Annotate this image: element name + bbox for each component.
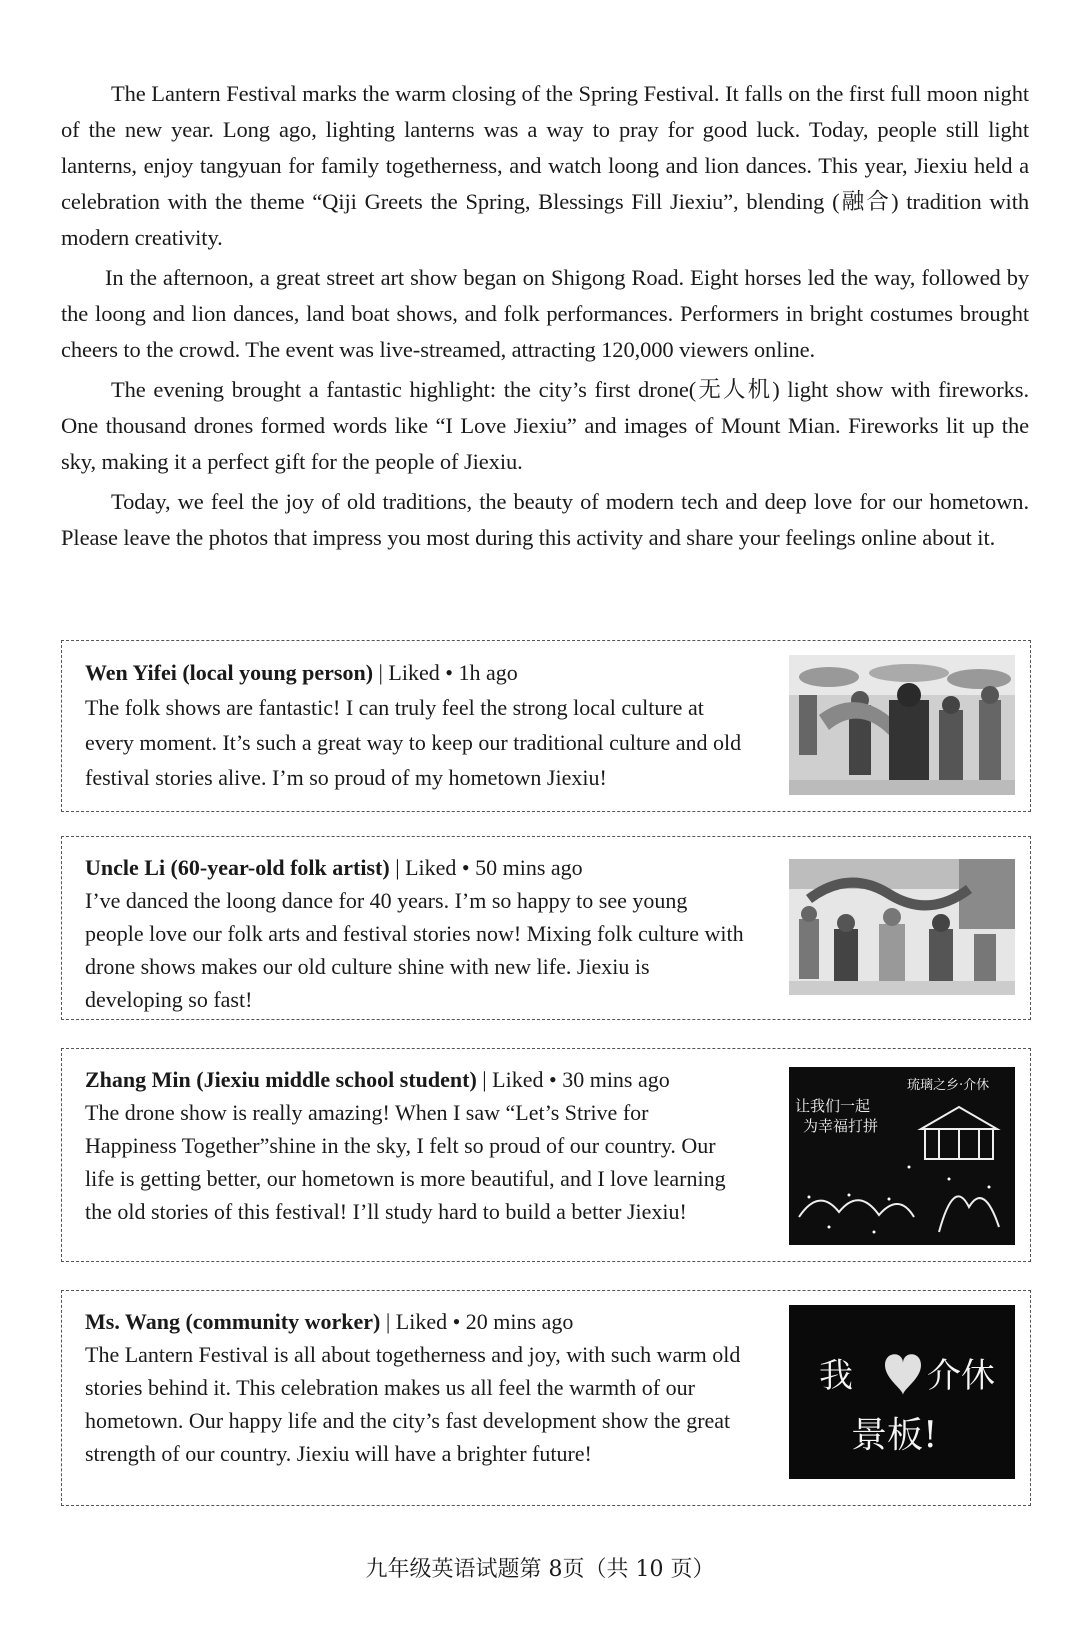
commenter-name: Uncle Li (60-year-old folk artist): [85, 855, 390, 880]
article: [61, 76, 1029, 560]
comment-body: I’ve danced the loong dance for 40 years. I’m so happy to see young people love our folk arts and festival stories now! Mixing folk culture with drone shows makes our old culture shine with new life. Jiexiu is developing so fast!: [85, 888, 744, 1012]
comment-header: [85, 1305, 745, 1338]
article-paragraph: The evening brought a fantastic highlight: the city’s first drone(无人机) light show with fireworks. One thousand drones formed words like “I Love Jiexiu” and images of Mount Mian. Fireworks lit up the sky, making it a perfect gift for the people of Jiexiu.: [61, 377, 1029, 474]
drone-text-3: 景板!: [851, 1415, 938, 1456]
comment-text: [85, 1305, 745, 1470]
commenter-name: Ms. Wang (community worker): [85, 1309, 381, 1334]
i-love-jiexiu-drone-photo: [789, 1305, 1015, 1479]
comment-meta: | Liked • 30 mins ago: [476, 1067, 670, 1092]
comment-meta: | Liked • 1h ago: [373, 660, 518, 685]
drone-text-1: 我: [819, 1356, 853, 1396]
comment-header: [85, 655, 745, 690]
comment-text: [85, 851, 745, 1016]
comment-header: [85, 851, 745, 884]
comment-body: The drone show is really amazing! When I saw “Let’s Strive for Happiness Together”shine in the sky, I felt so proud of our country. Our life is getting better, our hometown is more beautiful, and I love learning the old stories of this festival! I’ll study hard to build a better Jiexiu!: [85, 1100, 726, 1224]
drone-text-2: 介休: [927, 1356, 995, 1396]
comment-meta: | Liked • 50 mins ago: [389, 855, 583, 880]
comment-header: [85, 1063, 745, 1096]
comment-post: [61, 1048, 1031, 1262]
drone-show-photo: [789, 1067, 1015, 1245]
drone-text-3: 琉璃之乡·介休: [907, 1078, 990, 1093]
commenter-name: Zhang Min (Jiexiu middle school student): [85, 1067, 477, 1092]
comment-post: [61, 1290, 1031, 1506]
comment-text: [85, 1063, 745, 1228]
drone-text-1: 让我们一起: [795, 1097, 871, 1115]
article-paragraph: Today, we feel the joy of old traditions, the beauty of modern tech and deep love for our hometown. Please leave the photos that impress you most during this activity and share your feelings online about it.: [61, 489, 1029, 550]
commenter-name: Wen Yifei (local young person): [85, 660, 374, 685]
folk-parade-photo: [789, 655, 1015, 795]
comment-meta: | Liked • 20 mins ago: [380, 1309, 574, 1334]
drone-text-2: 为幸福打拼: [803, 1117, 879, 1135]
comment-text: [85, 655, 745, 795]
page-footer: 九年级英语试题第 8页（共 10 页）: [365, 1557, 715, 1582]
comment-post: [61, 640, 1031, 812]
article-paragraph: In the afternoon, a great street art show began on Shigong Road. Eight horses led the way, followed by the loong and lion dances, land boat shows, and folk performances. Performers in bright costumes brought cheers to the crowd. The event was live-streamed, attracting 120,000 viewers online.: [61, 265, 1029, 362]
comment-list: [61, 640, 1031, 1506]
comment-body: The Lantern Festival is all about togetherness and joy, with such warm old stories behind it. This celebration makes us all feel the warmth of our hometown. Our happy life and the city’s fast development show the great strength of our country. Jiexiu will have a brighter future!: [85, 1342, 741, 1466]
loong-dance-photo: [789, 859, 1015, 995]
comment-body: The folk shows are fantastic! I can truly feel the strong local culture at every moment. It’s such a great way to keep our traditional culture and old festival stories alive. I’m so proud of my hometown Jiexiu!: [85, 695, 742, 790]
article-paragraph: The Lantern Festival marks the warm closing of the Spring Festival. It falls on the first full moon night of the new year. Long ago, lighting lanterns was a way to pray for good luck. Today, people still light lanterns, enjoy tangyuan for family togetherness, and watch loong and lion dances. This year, Jiexiu held a celebration with the theme “Qiji Greets the Spring, Blessings Fill Jiexiu”, blending (融合) tradition with modern creativity.: [61, 81, 1029, 250]
comment-post: [61, 836, 1031, 1020]
